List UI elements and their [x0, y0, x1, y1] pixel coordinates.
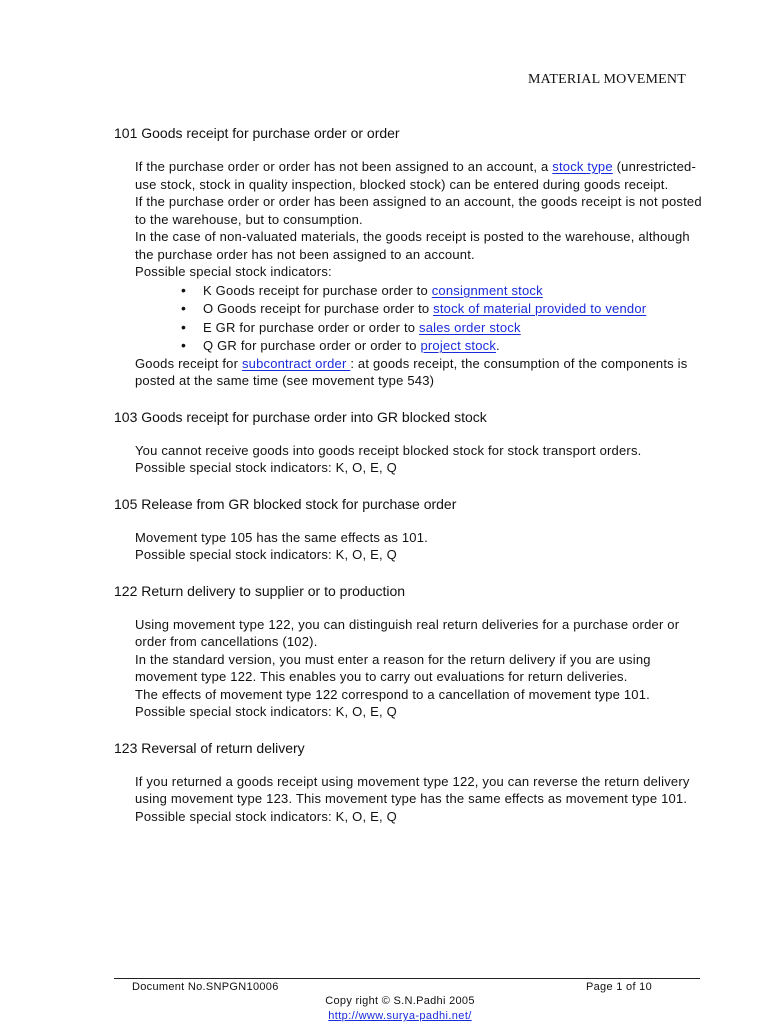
section-103	[114, 408, 704, 477]
section-105	[114, 495, 704, 564]
text: (unrestricted-use stock, stock in quality inspection, blocked stock) can be entered during goods receipt.	[135, 159, 696, 192]
text: E GR for purchase order or order to	[203, 319, 420, 335]
section-123	[114, 739, 704, 826]
paragraph: You cannot receive goods into goods receipt blocked stock for stock transport orders.	[135, 442, 642, 458]
section-body	[135, 158, 704, 390]
special-stock-list	[135, 282, 704, 355]
paragraph	[135, 355, 704, 390]
link-consignment-stock[interactable]: consignment stock	[431, 282, 543, 298]
copyright-notice: Copy right © S.N.Padhi 2005	[325, 995, 475, 1007]
page-header-title: MATERIAL MOVEMENT	[527, 72, 686, 87]
list-item	[181, 300, 704, 318]
link-stock-material-provided-vendor[interactable]: stock of material provided to vendor	[433, 301, 647, 316]
list-item	[181, 282, 704, 300]
link-subcontract-order[interactable]: subcontract order	[241, 355, 351, 371]
paragraph: In the case of non-valuated materials, the goods receipt is posted to the warehouse, although the purchase order has not been assigned to an account.	[135, 229, 690, 262]
paragraph: Possible special stock indicators: K, O, E, Q	[135, 704, 397, 719]
paragraph: Possible special stock indicators:	[135, 264, 332, 279]
section-heading: 101 Goods receipt for purchase order or order	[114, 125, 400, 141]
paragraph: Using movement type 122, you can distinguish real return deliveries for a purchase order or order from cancellations (102).	[135, 616, 680, 649]
section-body	[135, 616, 704, 721]
paragraph: Possible special stock indicators: K, O, E, Q	[135, 460, 397, 475]
text: Q GR for purchase order or order to	[203, 338, 421, 353]
website-link[interactable]: http://www.surya-padhi.net/	[328, 1010, 472, 1022]
document-number: Document No.SNPGN10006	[132, 981, 279, 993]
section-122	[114, 582, 704, 721]
document-body	[114, 124, 704, 843]
section-heading: 122 Return delivery to supplier or to production	[114, 582, 406, 599]
section-body	[135, 773, 704, 826]
text: .	[496, 338, 500, 353]
link-stock-type[interactable]: stock type	[552, 159, 613, 174]
text: Goods receipt for	[135, 355, 242, 371]
footer-divider	[114, 978, 700, 979]
section-heading: 123 Reversal of return delivery	[114, 739, 305, 756]
paragraph	[135, 158, 704, 193]
paragraph: In the standard version, you must enter a reason for the return delivery if you are using movement type 122. This enables you to carry out evaluations for return deliveries.	[135, 651, 651, 684]
text: K Goods receipt for purchase order to	[203, 282, 432, 298]
link-sales-order-stock[interactable]: sales order stock	[419, 319, 521, 335]
page-number: Page 1 of 10	[586, 981, 652, 993]
paragraph: Possible special stock indicators: K, O, E, Q	[135, 808, 397, 824]
paragraph: If the purchase order or order has been assigned to an account, the goods receipt is not posted to the warehouse, but to consumption.	[135, 194, 702, 227]
section-body	[135, 529, 704, 564]
paragraph: Possible special stock indicators: K, O, E, Q	[135, 547, 397, 562]
link-project-stock[interactable]: project stock	[420, 338, 497, 353]
text: : at goods receipt, the consumption of the components is posted at the same time (see movement type 543)	[135, 355, 688, 388]
list-item	[181, 319, 704, 337]
paragraph: The effects of movement type 122 correspond to a cancellation of movement type 101.	[135, 686, 650, 702]
paragraph: Movement type 105 has the same effects as 101.	[135, 529, 428, 545]
text: O Goods receipt for purchase order to	[203, 301, 434, 316]
footer-url-wrapper	[0, 1010, 768, 1022]
list-item	[181, 337, 704, 355]
section-heading: 105 Release from GR blocked stock for purchase order	[114, 495, 457, 512]
section-body	[135, 442, 704, 477]
text: If the purchase order or order has not been assigned to an account, a	[135, 159, 553, 174]
paragraph: If you returned a goods receipt using movement type 122, you can reverse the return delivery using movement type 123. This movement type has the same effects as movement type 101.	[135, 773, 690, 806]
section-101	[114, 124, 704, 390]
section-heading: 103 Goods receipt for purchase order into GR blocked stock	[114, 408, 487, 425]
